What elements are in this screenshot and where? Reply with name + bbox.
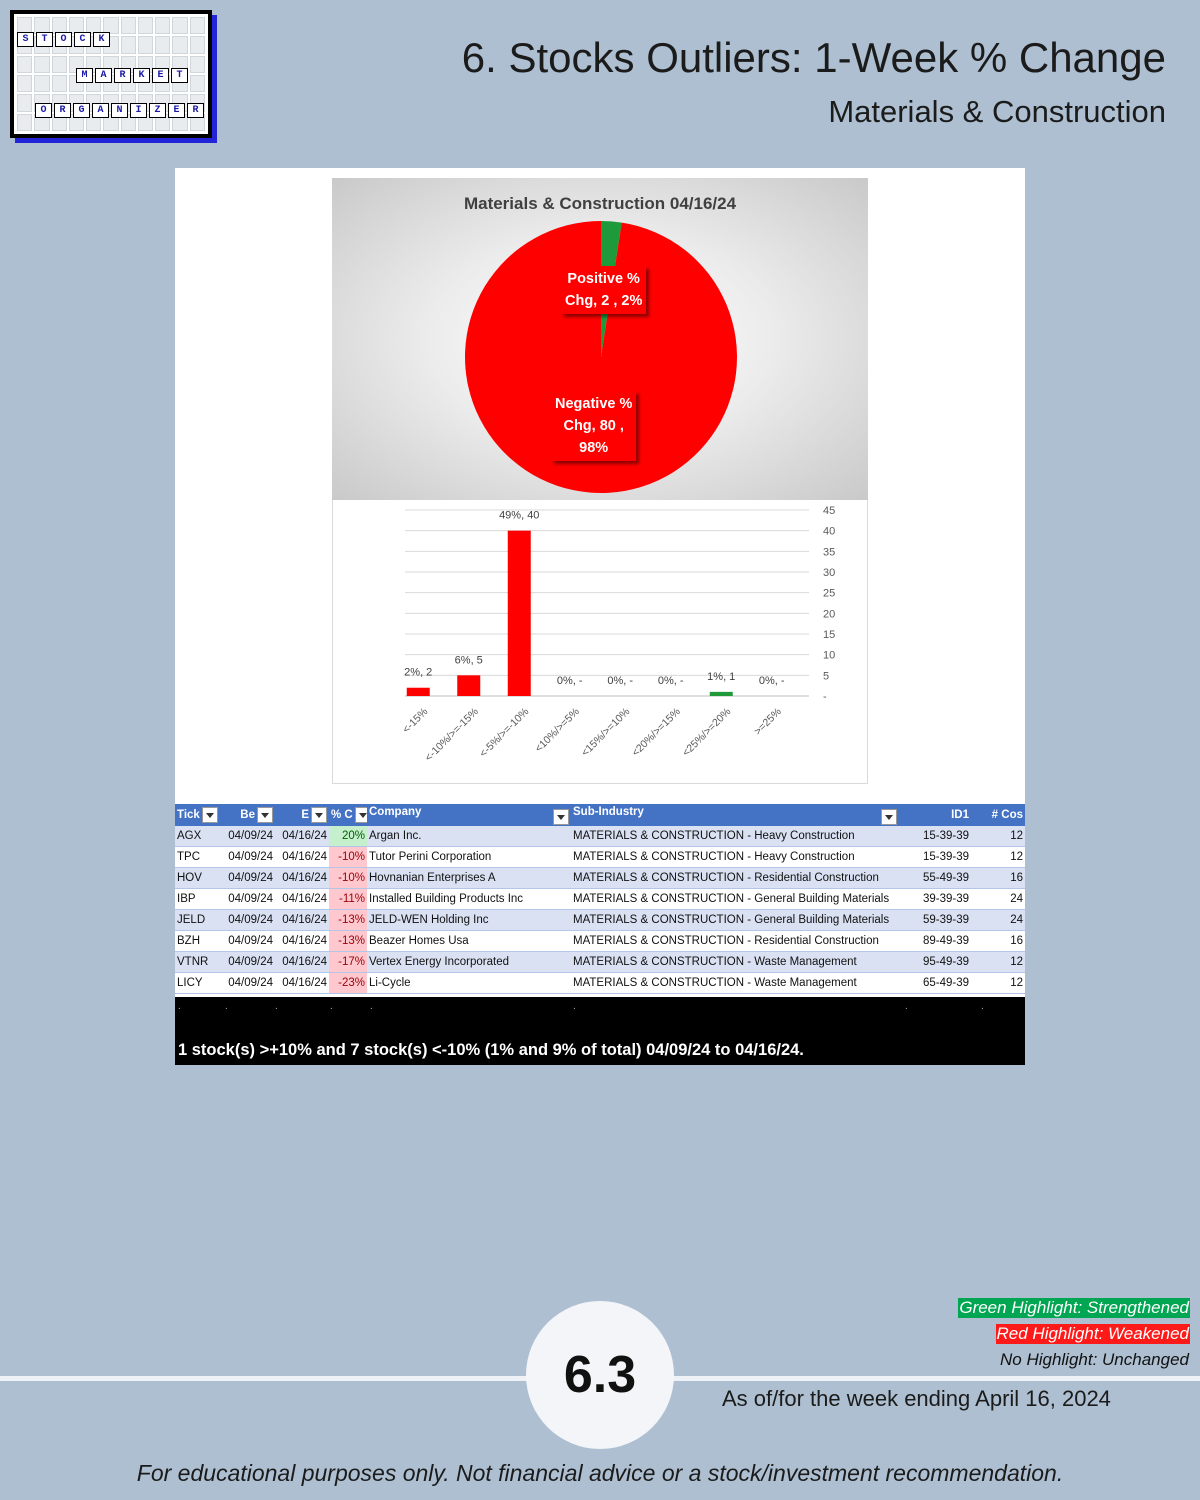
bar-data-label: 0%, - [607, 675, 634, 687]
logo-letter: E [168, 103, 185, 118]
end-date-cell: 04/16/24 [275, 931, 329, 952]
table-row[interactable] [175, 910, 1025, 931]
table-row[interactable] [175, 868, 1025, 889]
ticker-cell: LICY [175, 973, 219, 994]
logo-grid-cell [17, 114, 32, 131]
sub-industry-cell: MATERIALS & CONSTRUCTION - Residential Construction [571, 868, 903, 889]
bar-data-label: 0%, - [758, 675, 785, 687]
company-cell: JELD-WEN Holding Inc [367, 910, 571, 931]
filter-dropdown-icon[interactable] [257, 807, 273, 823]
filter-dropdown-icon[interactable] [355, 807, 367, 823]
logo-letter: A [95, 68, 112, 83]
pct-change-cell: 20% [329, 826, 367, 847]
logo-grid-cell [121, 17, 136, 34]
table-body [175, 826, 1025, 994]
begin-date-cell: 04/09/24 [219, 826, 275, 847]
logo-grid-cell [52, 56, 67, 73]
pie-label-negative-line1: Negative % [555, 396, 633, 412]
logo-letter: Z [149, 103, 166, 118]
sub-industry-cell: MATERIALS & CONSTRUCTION - Waste Management [571, 952, 903, 973]
bar-2 [508, 531, 531, 696]
logo-word-market [76, 68, 188, 83]
end-date-cell: 04/16/24 [275, 952, 329, 973]
table-row[interactable] [175, 889, 1025, 910]
cos-count-cell: 24 [977, 889, 1025, 910]
page-subtitle: Materials & Construction [828, 94, 1166, 129]
y-tick-label: 45 [823, 505, 836, 517]
x-category-label: <-10%/>=-15% [422, 705, 481, 764]
sub-industry-cell: MATERIALS & CONSTRUCTION - Heavy Construction [571, 826, 903, 847]
pct-change-cell: -11% [329, 889, 367, 910]
x-category-label: <15%/>=10% [579, 705, 633, 759]
filter-dropdown-icon[interactable] [202, 807, 218, 823]
logo-letter: O [35, 103, 52, 118]
pct-change-cell: -10% [329, 868, 367, 889]
end-date-cell: 04/16/24 [275, 910, 329, 931]
logo-grid-cell [155, 17, 170, 34]
begin-date-cell: 04/09/24 [219, 973, 275, 994]
chart-panel [175, 168, 1025, 1065]
logo-letter: K [93, 32, 110, 47]
begin-date-cell: 04/09/24 [219, 910, 275, 931]
pie-label-negative-line2: Chg, 80 , [563, 418, 624, 434]
bar-data-label: 0%, - [657, 675, 684, 687]
id1-cell: 15-39-39 [903, 847, 977, 868]
logo-grid-cell [121, 36, 136, 53]
bar-data-label: 6%, 5 [454, 654, 483, 667]
logo-letter: I [130, 103, 147, 118]
y-tick-label: 10 [823, 649, 836, 662]
col-cos-header[interactable]: # Cos [977, 804, 1025, 826]
x-category-label: <-5%/>=-10% [477, 705, 532, 760]
x-category-label: <20%/>=15% [629, 705, 683, 759]
disclaimer: For educational purposes only. Not financial advice or a stock/investment recommendation. [136, 1460, 1064, 1486]
pie-label-negative [551, 391, 636, 461]
col-ticker-header[interactable]: Tick [175, 804, 219, 826]
y-tick-label: - [823, 691, 827, 703]
cos-count-cell: 12 [977, 826, 1025, 847]
begin-date-cell: 04/09/24 [219, 847, 275, 868]
begin-date-cell: 04/09/24 [219, 931, 275, 952]
filter-dropdown-icon[interactable] [881, 809, 897, 825]
filter-dropdown-icon[interactable] [553, 809, 569, 825]
table-header-row [175, 804, 1025, 826]
legend-no-highlight: No Highlight: Unchanged [999, 1350, 1189, 1369]
logo-grid-cell [34, 56, 49, 73]
company-cell: Li-Cycle [367, 973, 571, 994]
x-category-label: <10%/>=5% [532, 705, 582, 755]
pie-label-positive-line2: Chg, 2 , 2% [565, 293, 643, 309]
end-date-cell: 04/16/24 [275, 889, 329, 910]
logo-letter: S [17, 32, 34, 47]
logo-letter: M [76, 68, 93, 83]
end-date-cell: 04/16/24 [275, 826, 329, 847]
logo-letter: T [36, 32, 53, 47]
bar-6 [710, 692, 733, 696]
y-tick-label: 35 [823, 546, 836, 559]
id1-cell: 39-39-39 [903, 889, 977, 910]
pct-change-cell: -17% [329, 952, 367, 973]
logo-grid-cell [17, 75, 32, 92]
logo-letter: G [73, 103, 90, 118]
x-category-label: <25%/>=20% [680, 705, 734, 759]
begin-date-cell: 04/09/24 [219, 868, 275, 889]
pie-label-positive [561, 266, 646, 314]
company-cell: Installed Building Products Inc [367, 889, 571, 910]
col-id1-header[interactable]: ID1 [903, 804, 977, 826]
col-subindustry-header[interactable]: Sub-Industry [571, 804, 903, 826]
logo-letter: R [54, 103, 71, 118]
summary-bar: . . . . . . . . 1 stock(s) >+10% and 7 stock(s) <-10% (1% and 9% of total) 04/09/24 to 04/16/24. [175, 997, 1025, 1065]
logo-letter: R [187, 103, 204, 118]
cos-count-cell: 16 [977, 931, 1025, 952]
pie-chart-title: Materials & Construction 04/16/24 [463, 194, 737, 213]
table-row[interactable] [175, 931, 1025, 952]
logo-grid-cell [190, 36, 205, 53]
sub-industry-cell: MATERIALS & CONSTRUCTION - Heavy Construction [571, 847, 903, 868]
logo-grid-cell [155, 36, 170, 53]
x-category-label: >=25% [751, 705, 784, 738]
logo-letter: C [74, 32, 91, 47]
company-cell: Argan Inc. [367, 826, 571, 847]
ticker-cell: JELD [175, 910, 219, 931]
cos-count-cell: 24 [977, 910, 1025, 931]
ticker-cell: AGX [175, 826, 219, 847]
logo-grid-cell [190, 56, 205, 73]
pct-change-cell: -23% [329, 973, 367, 994]
id1-cell: 89-49-39 [903, 931, 977, 952]
bar-1 [457, 675, 480, 696]
company-cell: Hovnanian Enterprises A [367, 868, 571, 889]
logo-grid-cell [138, 36, 153, 53]
bar-chart-svg [333, 500, 869, 784]
legend-green-highlight: Green Highlight: Strengthened [959, 1298, 1189, 1317]
y-tick-label: 5 [823, 670, 830, 683]
logo-grid-cell [138, 17, 153, 34]
bar-chart [332, 500, 868, 784]
bar-0 [407, 688, 430, 696]
begin-date-cell: 04/09/24 [219, 889, 275, 910]
y-tick-label: 15 [823, 629, 836, 641]
cos-count-cell: 12 [977, 973, 1025, 994]
ticker-cell: VTNR [175, 952, 219, 973]
cos-count-cell: 16 [977, 868, 1025, 889]
table-row[interactable] [175, 847, 1025, 868]
y-tick-label: 25 [823, 587, 836, 600]
logo-grid-cell [190, 75, 205, 92]
logo-grid-cell [17, 94, 32, 111]
pct-change-cell: -13% [329, 910, 367, 931]
page-title: 6. Stocks Outliers: 1-Week % Change [461, 34, 1166, 81]
logo-letter: N [111, 103, 128, 118]
summary-text: 1 stock(s) >+10% and 7 stock(s) <-10% (1% and 9% of total) 04/09/24 to 04/16/24. [178, 1041, 804, 1059]
ticker-cell: IBP [175, 889, 219, 910]
outliers-table [175, 804, 1025, 994]
logo-grid-cell [172, 36, 187, 53]
logo-letter: A [92, 103, 109, 118]
as-of-date: As of/for the week ending April 16, 2024 [722, 1386, 1111, 1411]
y-tick-label: 20 [823, 608, 836, 621]
section-number-badge: 6.3 [526, 1301, 674, 1449]
stock-market-organizer-logo [10, 10, 212, 138]
logo-grid-cell [52, 75, 67, 92]
logo-grid-cell [190, 17, 205, 34]
begin-date-cell: 04/09/24 [219, 952, 275, 973]
sub-industry-cell: MATERIALS & CONSTRUCTION - General Building Materials [571, 910, 903, 931]
col-begin-header[interactable]: Be [219, 804, 275, 826]
id1-cell: 65-49-39 [903, 973, 977, 994]
table-row[interactable] [175, 973, 1025, 994]
logo-letter: T [171, 68, 188, 83]
sub-industry-cell: MATERIALS & CONSTRUCTION - Waste Management [571, 973, 903, 994]
col-company-header[interactable]: Company [367, 804, 571, 826]
logo-word-stock [17, 32, 110, 47]
id1-cell: 15-39-39 [903, 826, 977, 847]
pct-change-cell: -10% [329, 847, 367, 868]
y-tick-label: 30 [823, 567, 836, 579]
id1-cell: 59-39-39 [903, 910, 977, 931]
company-cell: Vertex Energy Incorporated [367, 952, 571, 973]
logo-letter: R [114, 68, 131, 83]
cos-count-cell: 12 [977, 952, 1025, 973]
ticker-cell: BZH [175, 931, 219, 952]
table-row[interactable] [175, 826, 1025, 847]
logo-grid-cell [34, 75, 49, 92]
end-date-cell: 04/16/24 [275, 847, 329, 868]
pie-label-negative-line3: 98% [579, 440, 609, 456]
logo-letter: O [55, 32, 72, 47]
y-tick-label: 40 [823, 525, 836, 538]
col-pct-header[interactable]: % C [329, 804, 367, 826]
end-date-cell: 04/16/24 [275, 868, 329, 889]
company-cell: Beazer Homes Usa [367, 931, 571, 952]
bar-data-label: 2%, 2 [404, 666, 433, 679]
ticker-cell: TPC [175, 847, 219, 868]
logo-grid-cell [172, 17, 187, 34]
logo-word-organizer [35, 103, 204, 118]
id1-cell: 55-49-39 [903, 868, 977, 889]
bar-data-label: 49%, 40 [499, 509, 540, 522]
table-row[interactable] [175, 952, 1025, 973]
company-cell: Tutor Perini Corporation [367, 847, 571, 868]
sub-industry-cell: MATERIALS & CONSTRUCTION - Residential Construction [571, 931, 903, 952]
legend-red-highlight: Red Highlight: Weakened [996, 1324, 1189, 1343]
sub-industry-cell: MATERIALS & CONSTRUCTION - General Building Materials [571, 889, 903, 910]
id1-cell: 95-49-39 [903, 952, 977, 973]
logo-grid-cell [17, 56, 32, 73]
end-date-cell: 04/16/24 [275, 973, 329, 994]
pie-label-positive-line1: Positive % [567, 271, 640, 287]
logo-letter: K [133, 68, 150, 83]
filter-dropdown-icon[interactable] [311, 807, 327, 823]
col-end-header[interactable]: E [275, 804, 329, 826]
cos-count-cell: 12 [977, 847, 1025, 868]
bar-data-label: 1%, 1 [707, 670, 736, 683]
pie-chart [332, 178, 868, 500]
ticker-cell: HOV [175, 868, 219, 889]
pct-change-cell: -13% [329, 931, 367, 952]
x-category-label: <-15% [400, 705, 431, 736]
logo-letter: E [152, 68, 169, 83]
bar-data-label: 0%, - [556, 675, 583, 687]
